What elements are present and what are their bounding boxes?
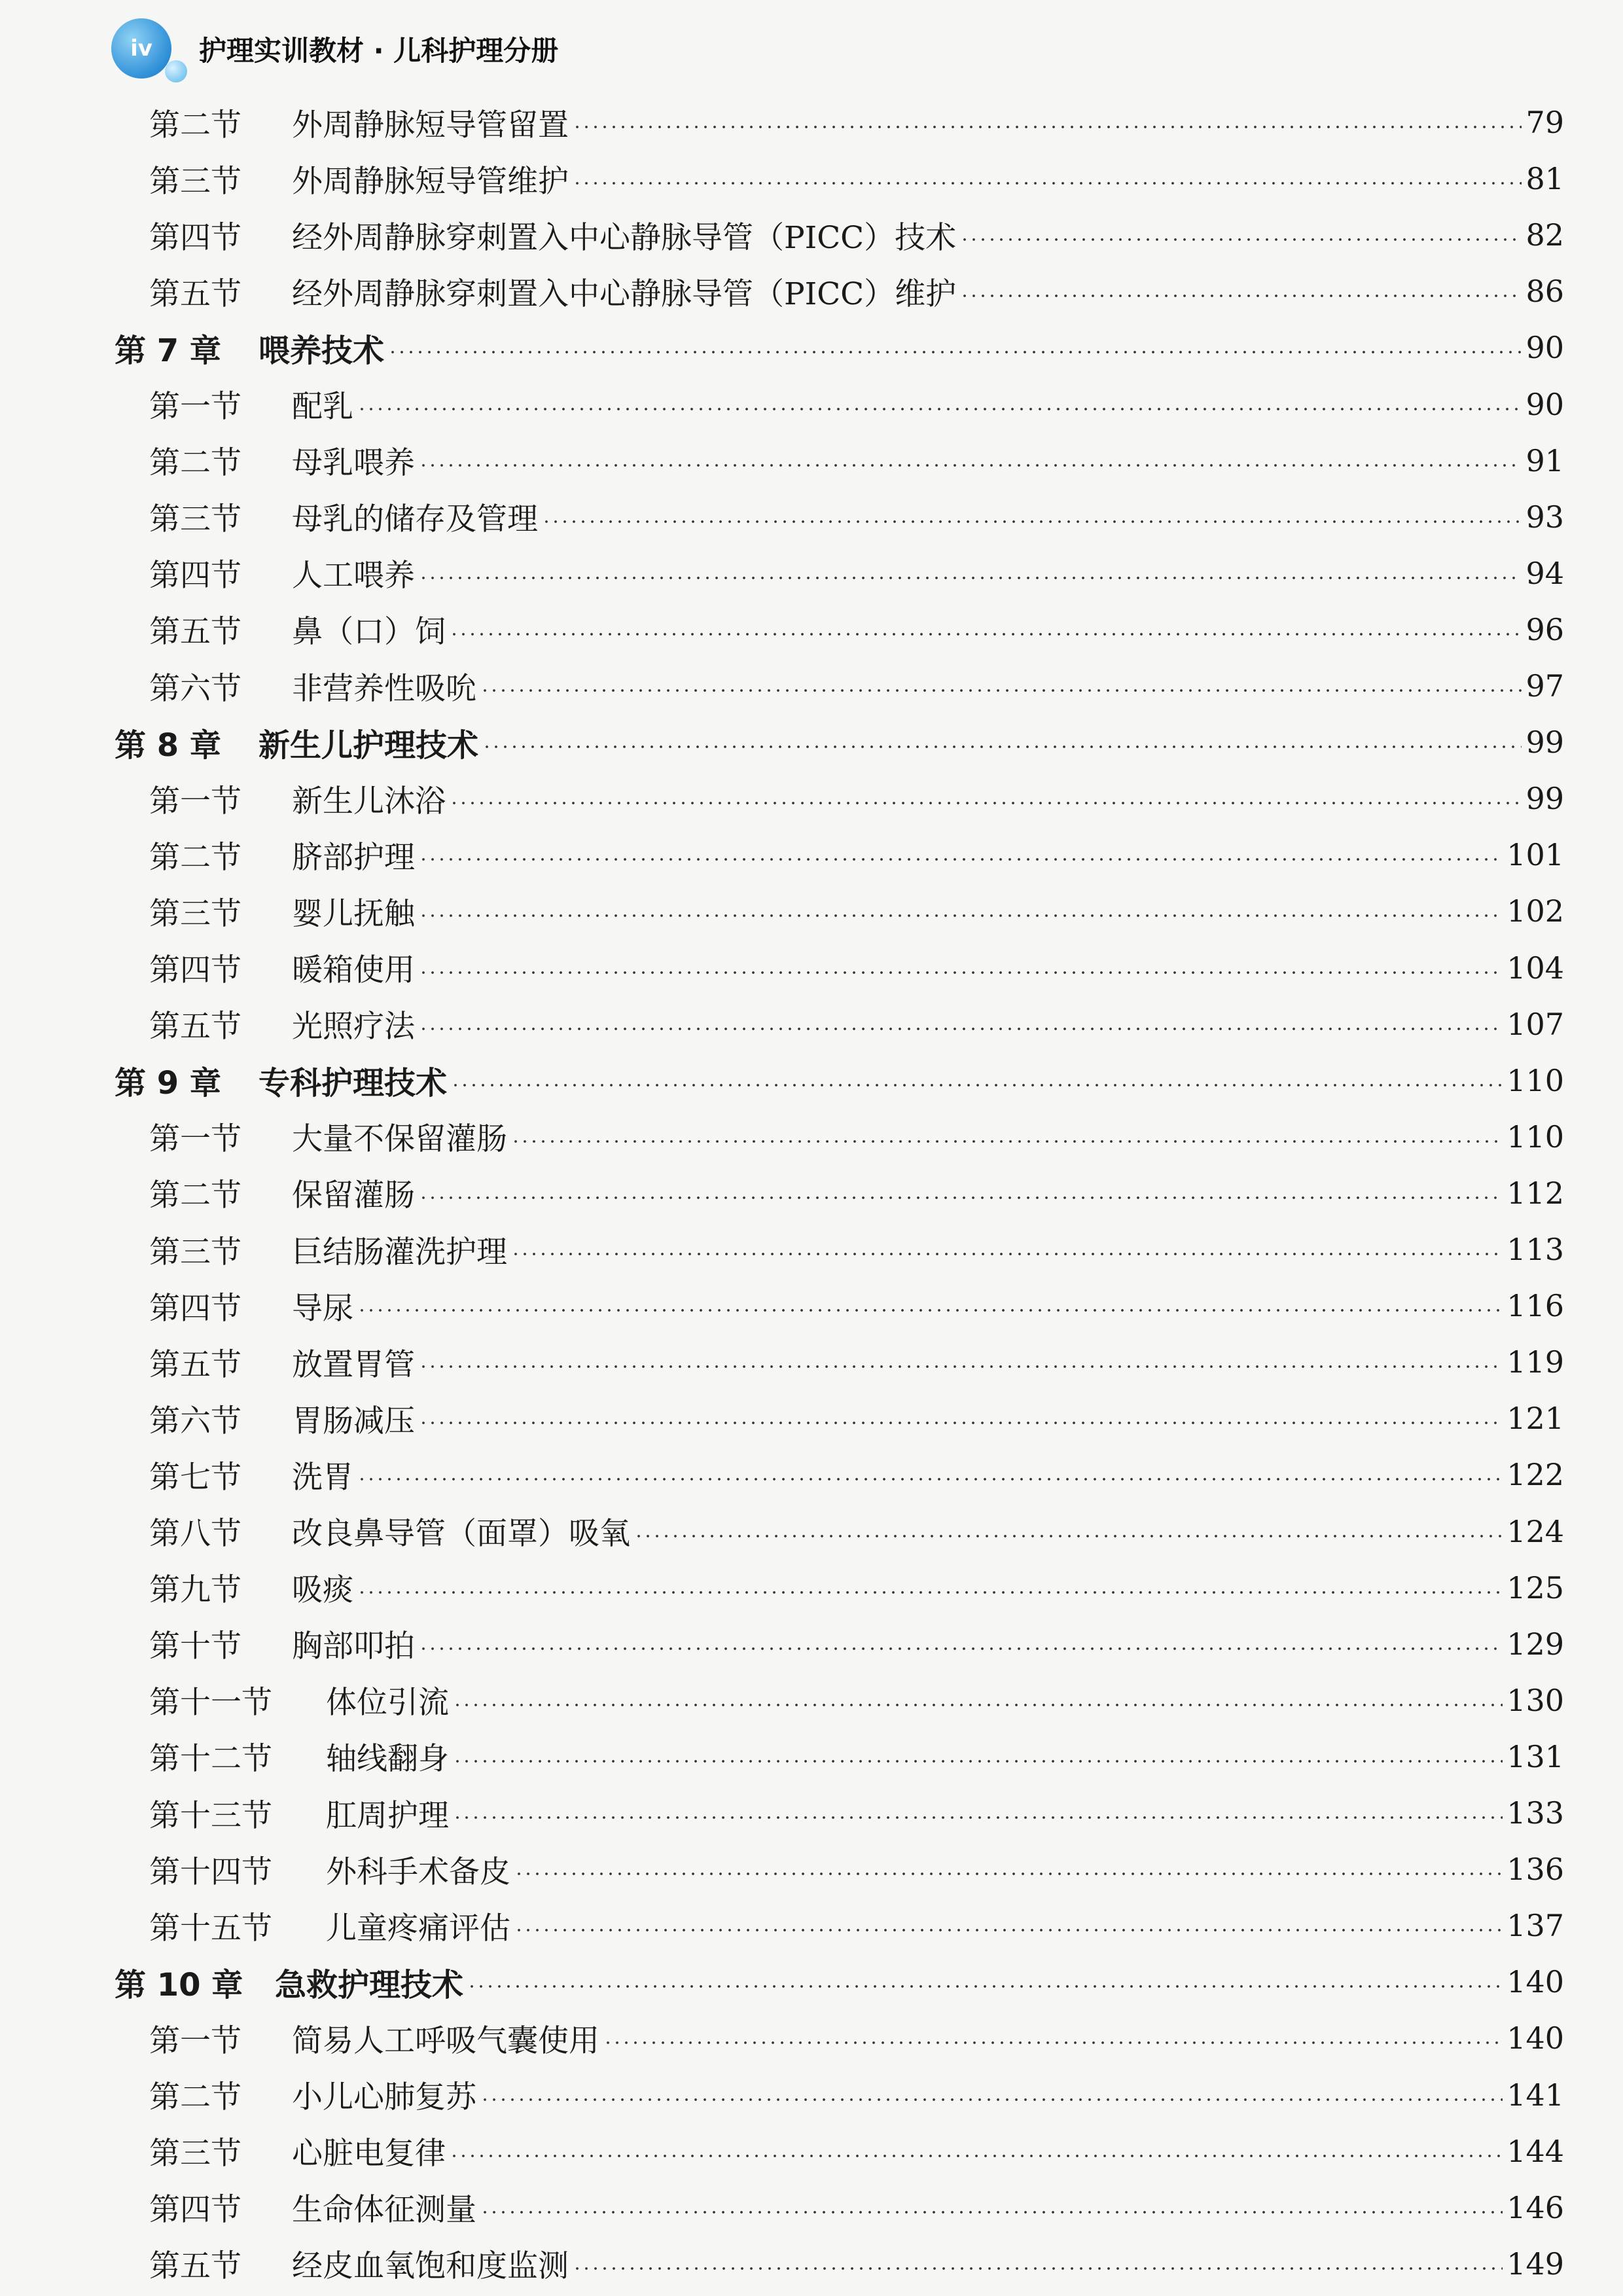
section-title: 脐部护理: [292, 839, 415, 876]
page-ref: 90: [1525, 386, 1564, 422]
section-number: 第五节: [149, 2248, 241, 2285]
page-ref: 122: [1507, 1457, 1564, 1493]
page-ref: 81: [1525, 161, 1564, 197]
toc-entry-title: [149, 439, 415, 482]
dot-leader: [453, 1760, 1503, 1763]
section-title: 生命体征测量: [292, 2192, 476, 2229]
toc-entry-title: [149, 270, 956, 314]
toc-chapter-row: [0, 1058, 1623, 1103]
dot-leader: [960, 238, 1522, 241]
section-number: 第二节: [149, 2079, 241, 2115]
toc-entry-title: [149, 1340, 415, 1384]
toc-section-row: [0, 550, 1623, 596]
section-number: 第十五节: [149, 1910, 272, 1946]
section-title: 儿童疼痛评估: [326, 1910, 510, 1946]
page-ref: 131: [1507, 1738, 1564, 1774]
dot-leader: [480, 2098, 1503, 2101]
page-ref: 110: [1507, 1119, 1564, 1155]
page-ref: 140: [1507, 1964, 1564, 2000]
toc-section-row: [0, 1677, 1623, 1723]
toc-entry-title: [115, 720, 478, 765]
toc-entry-title: [149, 1115, 507, 1158]
toc-section-row: [0, 663, 1623, 709]
toc-entry-title: [149, 1904, 510, 1948]
toc-section-row: [0, 1170, 1623, 1216]
toc-section-row: [0, 1734, 1623, 1780]
page-ref: 121: [1507, 1401, 1564, 1437]
chapter-number: 第 8 章: [115, 726, 221, 764]
dot-leader: [573, 126, 1522, 128]
toc-entry-title: [149, 1791, 449, 1835]
page-number-badge: [111, 13, 183, 85]
badge-dot-icon: [165, 60, 187, 82]
dot-leader: [634, 1535, 1503, 1537]
dot-leader: [450, 802, 1522, 804]
page-ref: 112: [1507, 1175, 1564, 1211]
page-ref: 113: [1507, 1232, 1564, 1267]
page-ref: 90: [1525, 330, 1564, 366]
dot-leader: [514, 1929, 1503, 1931]
section-number: 第十二节: [149, 1741, 272, 1778]
toc-section-row: [0, 2015, 1623, 2061]
section-title: 改良鼻导管（面罩）吸氧: [292, 1516, 630, 1552]
section-title: 配乳: [292, 389, 353, 425]
section-number: 第二节: [149, 1177, 241, 1214]
toc-section-row: [0, 438, 1623, 484]
section-title: 胸部叩拍: [292, 1628, 415, 1665]
toc-entry-title: [149, 664, 476, 708]
toc-section-row: [0, 1509, 1623, 1554]
toc-entry-title: [149, 946, 415, 990]
page-ref: 99: [1525, 725, 1564, 761]
toc-entry-title: [149, 2017, 599, 2060]
book-title: 护理实训教材 · 儿科护理分册: [199, 35, 559, 67]
toc-section-row: [0, 1395, 1623, 1441]
section-number: 第三节: [149, 163, 241, 200]
section-number: 第十一节: [149, 1685, 272, 1721]
toc-entry-title: [149, 1453, 353, 1497]
dot-leader: [419, 914, 1503, 917]
dot-leader: [514, 1873, 1503, 1875]
section-number: 第六节: [149, 670, 241, 707]
dot-leader: [450, 633, 1522, 636]
section-title: 外周静脉短导管留置: [292, 107, 569, 143]
toc-section-row: [0, 1001, 1623, 1047]
toc-chapter-row: [0, 1959, 1623, 2005]
page-ref: 99: [1525, 781, 1564, 817]
page-ref: 130: [1507, 1682, 1564, 1718]
toc-entry-title: [149, 2073, 476, 2117]
section-title: 新生儿沐浴: [292, 783, 446, 819]
toc-section-row: [0, 1339, 1623, 1385]
section-number: 第四节: [149, 2192, 241, 2229]
dot-leader: [451, 1084, 1503, 1086]
page-ref: 137: [1507, 1908, 1564, 1944]
toc-section-row: [0, 382, 1623, 427]
section-title: 保留灌肠: [292, 1177, 415, 1214]
section-number: 第二节: [149, 839, 241, 876]
toc-section-row: [0, 2185, 1623, 2231]
section-title: 肛周护理: [326, 1797, 449, 1834]
page-ref: 129: [1507, 1626, 1564, 1662]
dot-leader: [419, 1365, 1503, 1368]
section-number: 第一节: [149, 2022, 241, 2059]
section-number: 第十三节: [149, 1797, 272, 1834]
section-number: 第三节: [149, 2136, 241, 2172]
section-title: 外周静脉短导管维护: [292, 163, 569, 200]
toc-entry-title: [149, 551, 415, 595]
dot-leader: [467, 1985, 1503, 1988]
section-number: 第二节: [149, 107, 241, 143]
toc-entry-title: [115, 1058, 447, 1103]
toc-entry-title: [115, 325, 384, 370]
dot-leader: [357, 408, 1522, 410]
section-title: 小儿心肺复苏: [292, 2079, 476, 2115]
section-number: 第八节: [149, 1516, 241, 1552]
dot-leader: [511, 1140, 1503, 1143]
toc-entry-title: [149, 382, 353, 426]
toc-entry-title: [149, 495, 538, 539]
section-title: 经外周静脉穿刺置入中心静脉导管（PICC）维护: [292, 276, 957, 312]
dot-leader: [450, 2155, 1503, 2157]
section-title: 暖箱使用: [292, 952, 415, 988]
section-number: 第九节: [149, 1572, 241, 1609]
section-number: 第五节: [149, 1346, 241, 1383]
section-title: 非营养性吸吮: [292, 670, 476, 707]
page-ref: 125: [1507, 1570, 1564, 1605]
toc-section-row: [0, 2128, 1623, 2174]
page-ref: 116: [1507, 1288, 1564, 1324]
page-ref: 140: [1507, 2020, 1564, 2056]
chapter-number: 第 9 章: [115, 1065, 221, 1102]
page-ref: 104: [1507, 950, 1564, 986]
dot-leader: [480, 2211, 1503, 2214]
section-number: 第三节: [149, 895, 241, 932]
chapter-title: 新生儿护理技术: [259, 726, 479, 764]
section-title: 人工喂养: [292, 558, 415, 594]
dot-leader: [419, 577, 1522, 579]
page-ref: 107: [1507, 1006, 1564, 1042]
page-ref: 96: [1525, 611, 1564, 647]
toc-entry-title: [149, 1848, 510, 1892]
section-number: 第四节: [149, 952, 241, 988]
dot-leader: [419, 464, 1522, 467]
dot-leader: [419, 1028, 1503, 1030]
page-ref: 133: [1507, 1795, 1564, 1831]
toc-entry-title: [149, 1622, 415, 1666]
toc-section-row: [0, 1565, 1623, 1611]
toc-section-row: [0, 494, 1623, 540]
toc-entry-title: [149, 2129, 446, 2173]
toc-section-row: [0, 1846, 1623, 1892]
dot-leader: [542, 520, 1522, 523]
dot-leader: [419, 971, 1503, 974]
toc-entry-title: [149, 833, 415, 877]
page-ref: 97: [1525, 668, 1564, 704]
toc-entry-title: [149, 1228, 507, 1272]
page-ref: 144: [1507, 2133, 1564, 2169]
section-title: 简易人工呼吸气囊使用: [292, 2022, 599, 2059]
toc-entry-title: [149, 1397, 415, 1441]
dot-leader: [419, 1647, 1503, 1650]
toc-section-row: [0, 1114, 1623, 1160]
section-title: 母乳的储存及管理: [292, 501, 538, 538]
toc-entry-title: [149, 1002, 415, 1046]
section-number: 第一节: [149, 389, 241, 425]
dot-leader: [453, 1816, 1503, 1819]
toc-section-row: [0, 888, 1623, 934]
page-ref: 102: [1507, 893, 1564, 929]
toc-entry-title: [149, 1678, 449, 1722]
page-ref: 141: [1507, 2077, 1564, 2113]
section-title: 胃肠减压: [292, 1403, 415, 1439]
page-ref: 149: [1507, 2246, 1564, 2282]
toc-section-row: [0, 832, 1623, 878]
toc-section-row: [0, 945, 1623, 991]
dot-leader: [573, 2267, 1503, 2270]
toc-section-row: [0, 1283, 1623, 1329]
toc-chapter-row: [0, 719, 1623, 765]
toc-section-row: [0, 1621, 1623, 1667]
dot-leader: [419, 1196, 1503, 1199]
section-number: 第四节: [149, 558, 241, 594]
section-title: 婴儿抚触: [292, 895, 415, 932]
chapter-number: 第 10 章: [115, 1966, 243, 2003]
toc-section-row: [0, 1227, 1623, 1272]
section-title: 母乳喂养: [292, 445, 415, 482]
section-title: 洗胃: [292, 1459, 353, 1496]
page-ref: 119: [1507, 1344, 1564, 1380]
toc-section-row: [0, 776, 1623, 821]
chapter-title: 专科护理技术: [259, 1065, 448, 1102]
chapter-title: 喂养技术: [259, 332, 385, 369]
section-title: 轴线翻身: [326, 1741, 449, 1778]
section-number: 第十四节: [149, 1854, 272, 1890]
page-ref: 101: [1507, 837, 1564, 873]
section-number: 第一节: [149, 783, 241, 819]
dot-leader: [480, 689, 1522, 692]
section-title: 大量不保留灌肠: [292, 1121, 507, 1158]
section-number: 第三节: [149, 1234, 241, 1270]
page-number: iv: [130, 35, 152, 62]
toc-entry-title: [149, 607, 446, 651]
toc-section-row: [0, 268, 1623, 314]
section-number: 第十节: [149, 1628, 241, 1665]
page-ref: 86: [1525, 274, 1564, 310]
section-number: 第六节: [149, 1403, 241, 1439]
dot-leader: [603, 2041, 1503, 2044]
toc-section-row: [0, 2072, 1623, 2118]
section-number: 第五节: [149, 276, 241, 312]
toc-entry-title: [149, 1734, 449, 1778]
section-title: 经皮血氧饱和度监测: [292, 2248, 569, 2285]
badge-circle-icon: [111, 18, 171, 79]
section-number: 第四节: [149, 219, 241, 256]
toc-entry-title: [149, 2185, 476, 2229]
toc-entry-title: [149, 1566, 353, 1609]
running-header: [111, 13, 558, 85]
dot-leader: [419, 1422, 1503, 1424]
dot-leader: [357, 1309, 1503, 1312]
toc-entry-title: [149, 777, 446, 821]
toc-entry-title: [149, 1284, 353, 1328]
section-number: 第五节: [149, 1009, 241, 1045]
toc-entry-title: [115, 1960, 463, 2005]
toc-entry-title: [149, 101, 569, 145]
section-number: 第五节: [149, 614, 241, 651]
toc-section-row: [0, 1903, 1623, 1948]
page-ref: 93: [1525, 499, 1564, 535]
section-number: 第二节: [149, 445, 241, 482]
toc-section-row: [0, 212, 1623, 258]
dot-leader: [357, 1591, 1503, 1594]
dot-leader: [388, 351, 1522, 353]
section-title: 导尿: [292, 1290, 353, 1327]
dot-leader: [511, 1253, 1503, 1255]
dot-leader: [357, 1478, 1503, 1480]
section-title: 光照疗法: [292, 1009, 415, 1045]
toc-section-row: [0, 156, 1623, 202]
toc-section-row: [0, 2241, 1623, 2287]
section-title: 巨结肠灌洗护理: [292, 1234, 507, 1270]
toc-entry-title: [149, 1509, 630, 1553]
section-title: 放置胃管: [292, 1346, 415, 1383]
toc-entry-title: [149, 157, 569, 201]
section-title: 鼻（口）饲: [292, 614, 446, 651]
dot-leader: [419, 858, 1503, 861]
toc-section-row: [0, 1790, 1623, 1836]
section-number: 第七节: [149, 1459, 241, 1496]
page-ref: 91: [1525, 442, 1564, 478]
dot-leader: [482, 745, 1522, 748]
dot-leader: [453, 1704, 1503, 1706]
section-number: 第一节: [149, 1121, 241, 1158]
dot-leader: [960, 295, 1522, 297]
page-ref: 124: [1507, 1513, 1564, 1549]
toc-entry-title: [149, 889, 415, 933]
section-title: 体位引流: [326, 1685, 449, 1721]
toc-entry-title: [149, 213, 956, 257]
section-title: 心脏电复律: [292, 2136, 446, 2172]
toc-section-row: [0, 607, 1623, 653]
section-title: 吸痰: [292, 1572, 353, 1609]
page-ref: 79: [1525, 105, 1564, 140]
section-title: 经外周静脉穿刺置入中心静脉导管（PICC）技术: [292, 219, 957, 256]
section-number: 第四节: [149, 1290, 241, 1327]
toc-section-row: [0, 99, 1623, 145]
chapter-title: 急救护理技术: [275, 1966, 464, 2003]
page-ref: 94: [1525, 555, 1564, 591]
page-ref: 146: [1507, 2189, 1564, 2225]
section-number: 第三节: [149, 501, 241, 538]
dot-leader: [573, 182, 1522, 185]
section-title: 外科手术备皮: [326, 1854, 510, 1890]
toc-section-row: [0, 1452, 1623, 1498]
page-ref: 110: [1507, 1062, 1564, 1098]
toc-chapter-row: [0, 325, 1623, 370]
chapter-number: 第 7 章: [115, 332, 221, 369]
toc-entry-title: [149, 2242, 569, 2286]
page-ref: 136: [1507, 1852, 1564, 1888]
page-ref: 82: [1525, 217, 1564, 253]
toc-entry-title: [149, 1171, 415, 1215]
